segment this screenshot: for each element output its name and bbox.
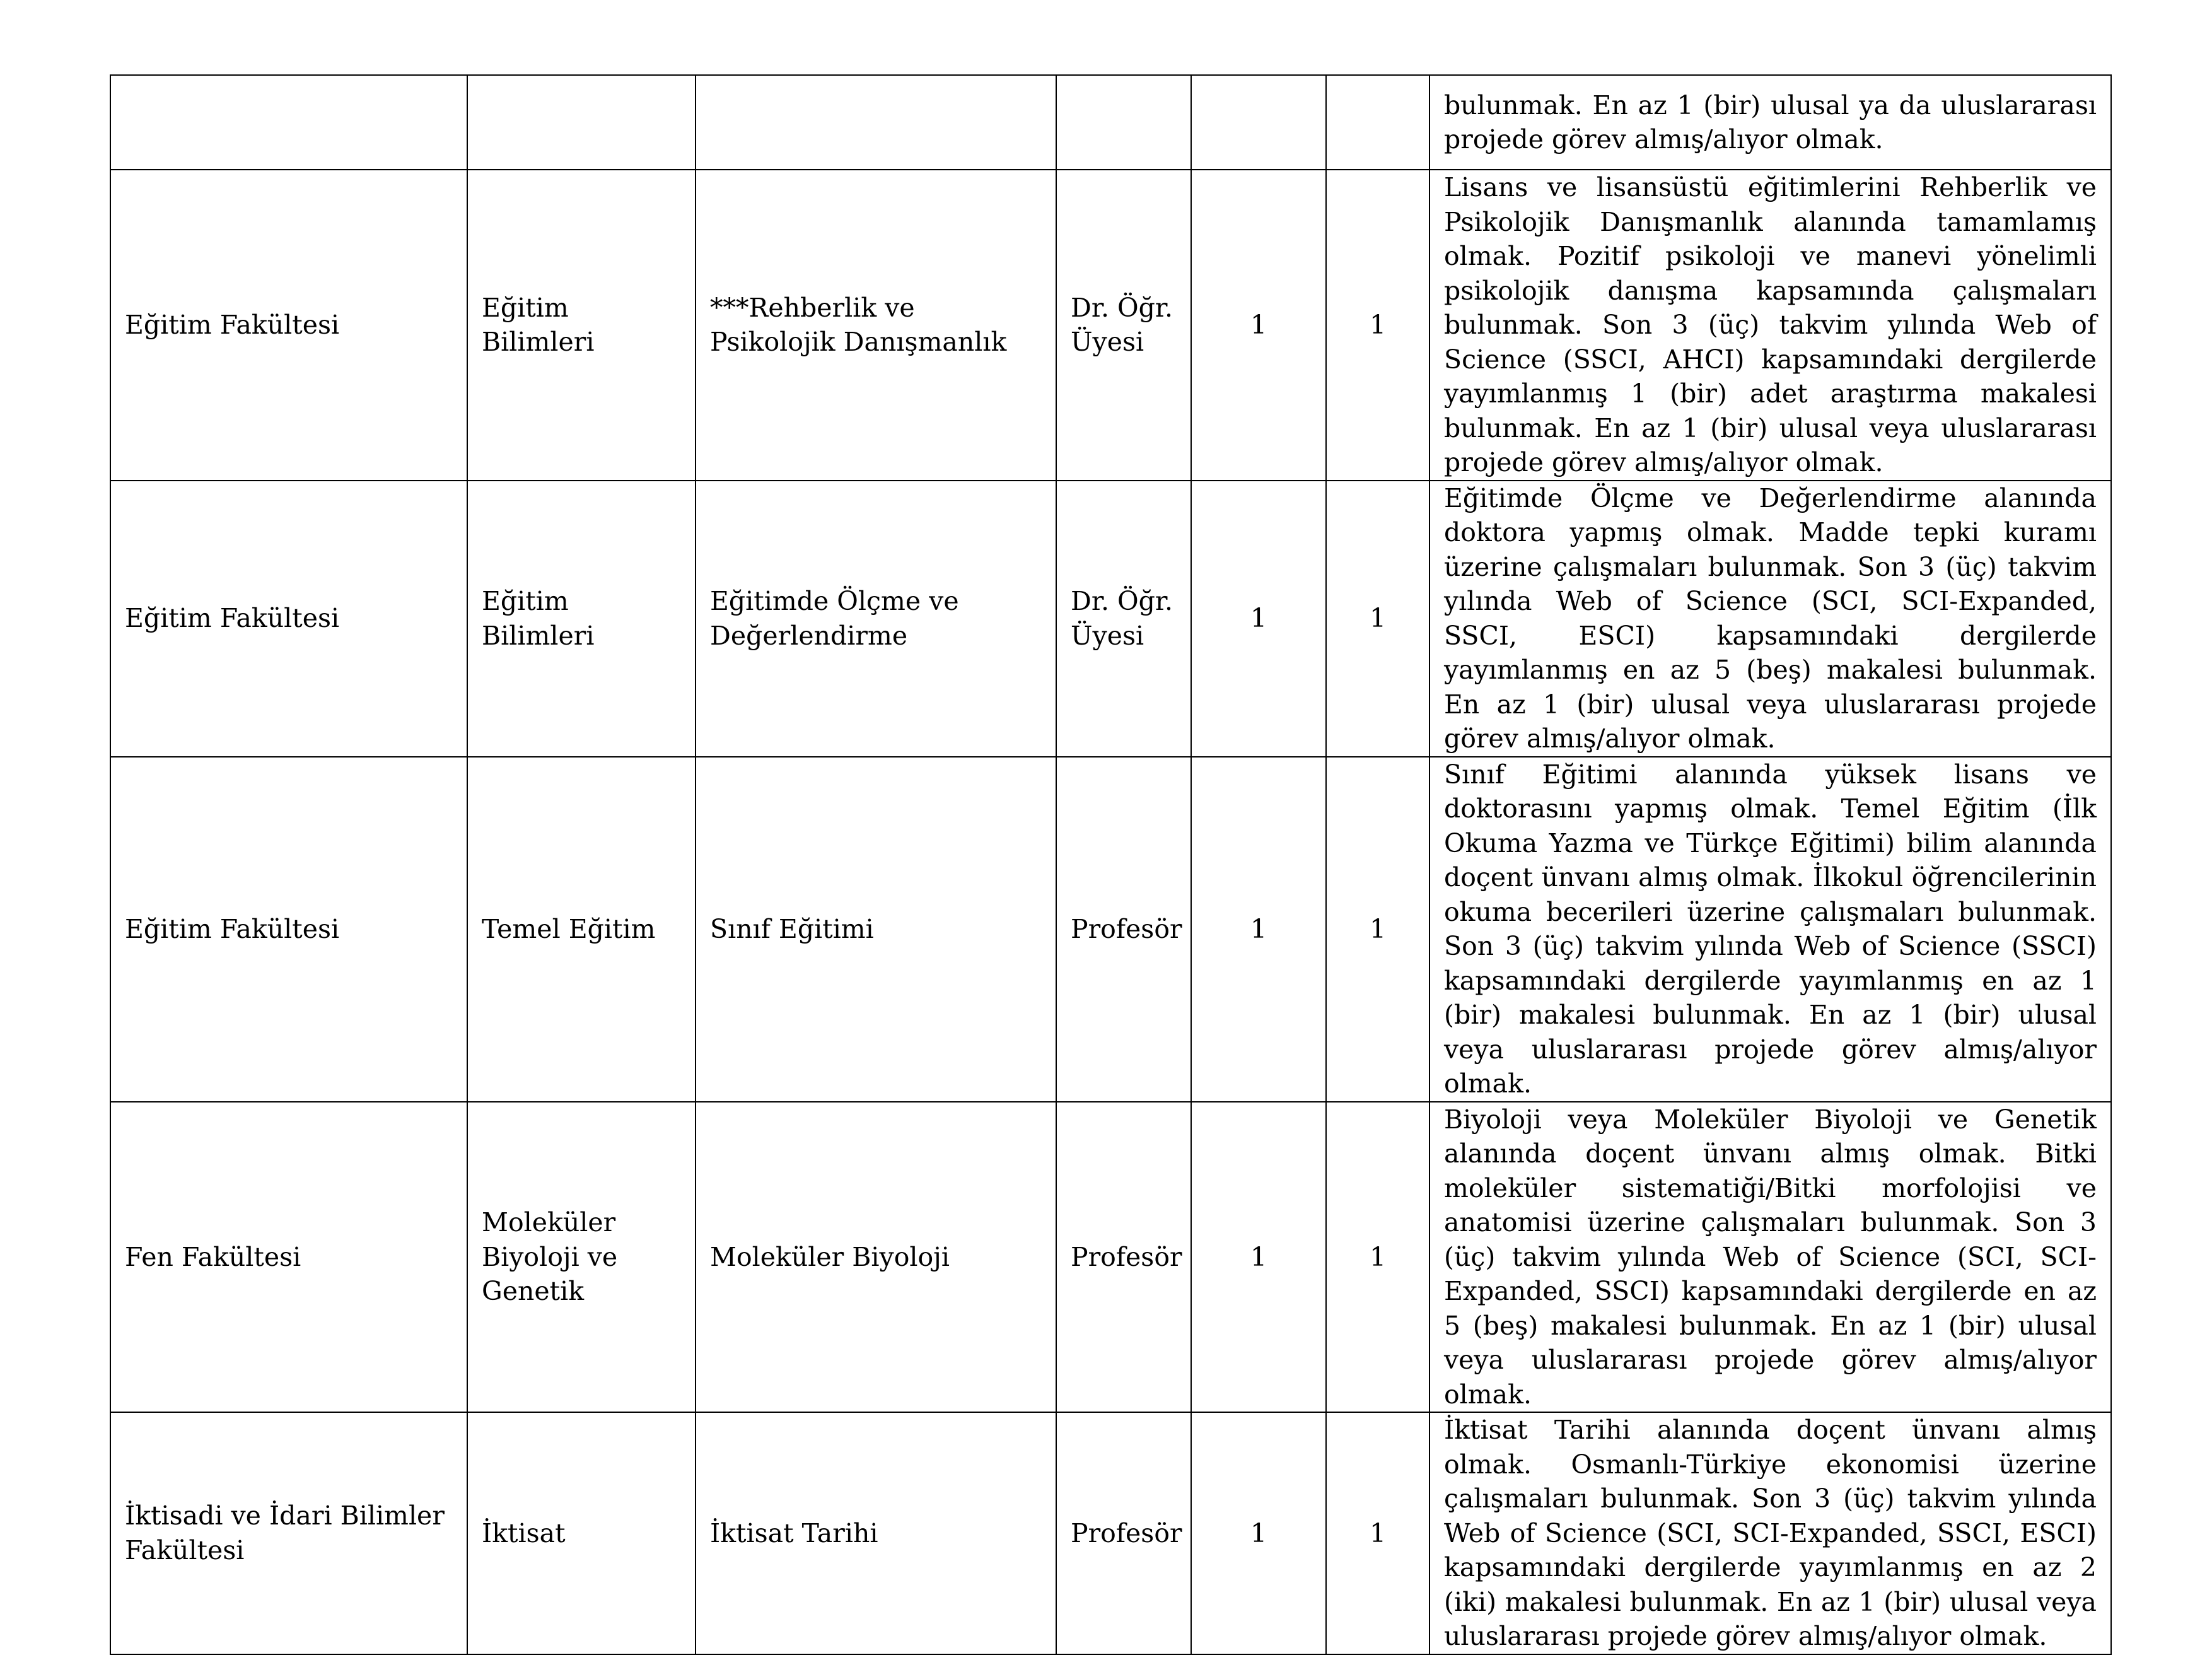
department-cell: İktisat — [467, 1412, 696, 1654]
department-cell: Moleküler Biyoloji ve Genetik — [467, 1102, 696, 1413]
count-cell — [1326, 75, 1429, 170]
department-cell: Eğitim Bilimleri — [467, 481, 696, 757]
title-cell: Dr. Öğr. Üyesi — [1056, 481, 1191, 757]
table-row — [110, 481, 2111, 757]
department-cell: Temel Eğitim — [467, 757, 696, 1102]
requirements-cell: Lisans ve lisansüstü eğitimlerini Rehberlik ve Psikolojik Danışmanlık alanında tamamlamış olmak. Pozitif psikoloji ve manevi yönelimli psikolojik danışma kapsamında çalışmaları bulunmak. Son 3 (üç) takvim yılında Web of Science (SSCI, AHCI) kapsamındaki dergilerde yayımlanmış 1 (bir) adet araştırma makalesi bulunmak. En az 1 (bir) ulusal veya uluslararası projede görev almış/alıyor olmak. — [1429, 170, 2111, 481]
requirements-cell: bulunmak. En az 1 (bir) ulusal ya da uluslararası projede görev almış/alıyor olmak. — [1429, 75, 2111, 170]
title-cell — [1056, 75, 1191, 170]
count-cell: 1 — [1191, 170, 1326, 481]
faculty-cell — [110, 75, 467, 170]
requirements-cell: Eğitimde Ölçme ve Değerlendirme alanında doktora yapmış olmak. Madde tepki kuramı üzerine çalışmaları bulunmak. Son 3 (üç) takvim yılında Web of Science (SCI, SCI-Expanded, SSCI, ESCI) kapsamındaki dergilerde yayımlanmış en az 5 (beş) makalesi bulunmak. En az 1 (bir) ulusal veya uluslararası projede görev almış/alıyor olmak. — [1429, 481, 2111, 757]
requirements-cell: İktisat Tarihi alanında doçent ünvanı almış olmak. Osmanlı-Türkiye ekonomisi üzerine çalışmaları bulunmak. Son 3 (üç) takvim yılında Web of Science (SCI, SCI-Expanded, SSCI, ESCI) kapsamındaki dergilerde yayımlanmış en az 2 (iki) makalesi bulunmak. En az 1 (bir) ulusal veya uluslararası projede görev almış/alıyor olmak. — [1429, 1412, 2111, 1654]
count-cell: 1 — [1326, 170, 1429, 481]
faculty-cell: Fen Fakültesi — [110, 1102, 467, 1413]
title-cell: Profesör — [1056, 757, 1191, 1102]
department-cell — [467, 75, 696, 170]
area-cell: İktisat Tarihi — [696, 1412, 1056, 1654]
title-cell: Profesör — [1056, 1102, 1191, 1413]
title-cell: Dr. Öğr. Üyesi — [1056, 170, 1191, 481]
faculty-cell: İktisadi ve İdari Bilimler Fakültesi — [110, 1412, 467, 1654]
count-cell: 1 — [1326, 1102, 1429, 1413]
table-row — [110, 1412, 2111, 1654]
count-cell: 1 — [1191, 757, 1326, 1102]
faculty-cell: Eğitim Fakültesi — [110, 170, 467, 481]
count-cell: 1 — [1191, 1412, 1326, 1654]
table-row — [110, 75, 2111, 170]
positions-table — [110, 74, 2112, 1655]
area-cell: Eğitimde Ölçme ve Değerlendirme — [696, 481, 1056, 757]
count-cell: 1 — [1191, 481, 1326, 757]
requirements-cell: Sınıf Eğitimi alanında yüksek lisans ve doktorasını yapmış olmak. Temel Eğitim (İlk Okuma Yazma ve Türkçe Eğitimi) bilim alanında doçent ünvanı almış olmak. İlkokul öğrencilerinin okuma becerileri üzerine çalışmaları bulunmak. Son 3 (üç) takvim yılında Web of Science (SSCI) kapsamındaki dergilerde yayımlanmış en az 1 (bir) makalesi bulunmak. En az 1 (bir) ulusal veya uluslararası projede görev almış/alıyor olmak. — [1429, 757, 2111, 1102]
table-row — [110, 757, 2111, 1102]
faculty-cell: Eğitim Fakültesi — [110, 757, 467, 1102]
faculty-cell: Eğitim Fakültesi — [110, 481, 467, 757]
title-cell: Profesör — [1056, 1412, 1191, 1654]
count-cell: 1 — [1326, 481, 1429, 757]
area-cell: Sınıf Eğitimi — [696, 757, 1056, 1102]
area-cell: Moleküler Biyoloji — [696, 1102, 1056, 1413]
table-row — [110, 170, 2111, 481]
area-cell: ***Rehberlik ve Psikolojik Danışmanlık — [696, 170, 1056, 481]
table-row — [110, 1102, 2111, 1413]
requirements-cell: Biyoloji veya Moleküler Biyoloji ve Genetik alanında doçent ünvanı almış olmak. Bitki moleküler sistematiği/Bitki morfolojisi ve anatomisi üzerine çalışmaları bulunmak. Son 3 (üç) takvim yılında Web of Science (SCI, SCI-Expanded, SSCI) kapsamındaki dergilerde en az 5 (beş) makalesi bulunmak. En az 1 (bir) ulusal veya uluslararası projede görev almış/alıyor olmak. — [1429, 1102, 2111, 1413]
count-cell: 1 — [1326, 757, 1429, 1102]
count-cell — [1191, 75, 1326, 170]
count-cell: 1 — [1326, 1412, 1429, 1654]
department-cell: Eğitim Bilimleri — [467, 170, 696, 481]
count-cell: 1 — [1191, 1102, 1326, 1413]
area-cell — [696, 75, 1056, 170]
